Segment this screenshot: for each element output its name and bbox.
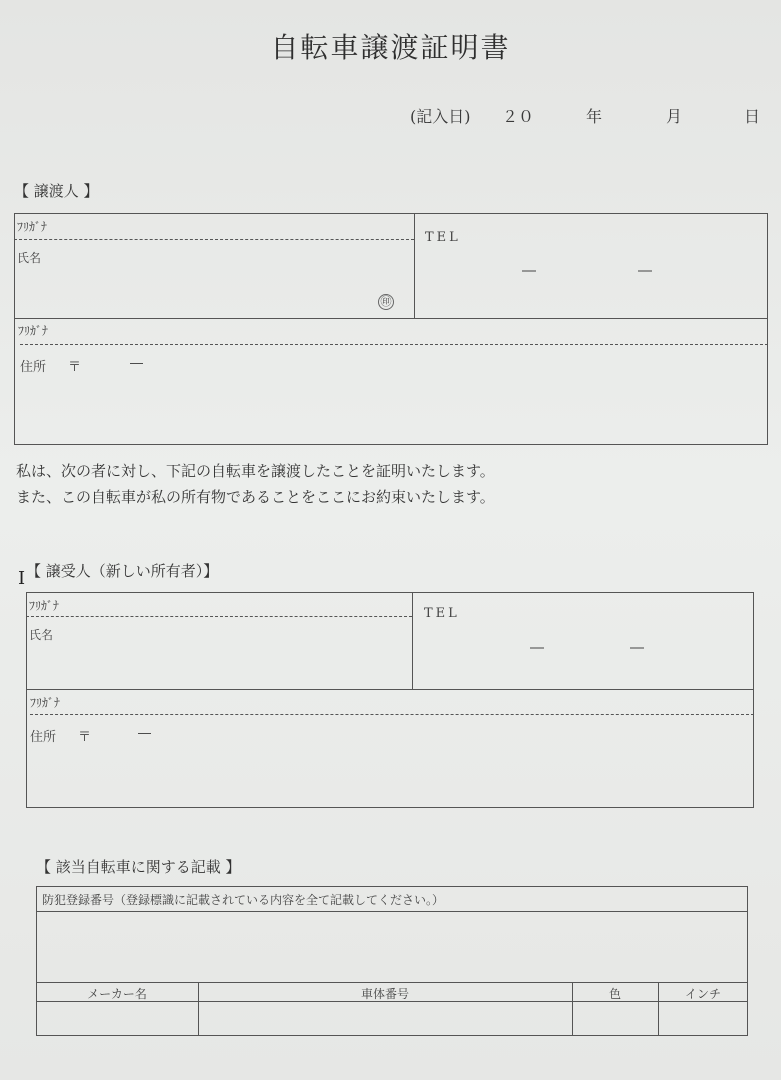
- transferee-tel-label: TEL: [424, 606, 460, 621]
- transferee-address-furigana-line: [30, 714, 754, 715]
- transferor-address-furigana-line: [20, 344, 768, 345]
- bicycle-registration-label: 防犯登録番号（登録標識に記載されている内容を全て記載してください。）: [42, 893, 445, 907]
- entry-date-year: 年: [586, 107, 603, 126]
- transferor-tel-sep-2: ―: [638, 263, 652, 279]
- seal-icon: ㊞: [378, 294, 394, 310]
- transferor-address-label: 住所: [20, 360, 47, 375]
- transferor-heading: 【 譲渡人 】: [14, 182, 99, 200]
- transferee-furigana-line: [26, 616, 412, 617]
- transferor-furigana-line: [14, 239, 414, 240]
- transferee-address-label: 住所: [30, 730, 57, 745]
- column-header-frame-number: 車体番号: [360, 987, 409, 1001]
- transferee-postal-sep: ―: [138, 726, 151, 741]
- transferor-tel-label: TEL: [425, 230, 461, 245]
- transferor-divider-v: [414, 213, 415, 318]
- entry-date-year-prefix: ２０: [502, 107, 535, 126]
- transferor-address-furigana-label: ﾌﾘｶﾞﾅ: [18, 324, 49, 338]
- bicycle-heading: 【 該当自転車に関する記載 】: [36, 858, 241, 876]
- transferor-name-bottom: [14, 318, 768, 319]
- transferor-name-label: 氏名: [17, 251, 42, 265]
- transferee-divider-v: [412, 592, 413, 689]
- transferor-furigana-label: ﾌﾘｶﾞﾅ: [17, 220, 48, 234]
- document-title: 自転車譲渡証明書: [270, 31, 511, 64]
- entry-date-day: 日: [744, 107, 761, 126]
- bicycle-columns-top-line: [36, 982, 748, 983]
- transferee-table: [26, 592, 754, 808]
- transferee-heading: 【 譲受人（新しい所有者）】: [26, 562, 219, 580]
- transferee-postal-mark: 〒: [78, 730, 92, 745]
- entry-date-month: 月: [666, 107, 683, 126]
- text-cursor-icon: I: [18, 568, 26, 589]
- statement-line-1: 私は、次の者に対し、下記の自転車を譲渡したことを証明いたします。: [16, 462, 495, 480]
- column-header-color: 色: [608, 987, 621, 1001]
- transferee-name-bottom: [26, 689, 754, 690]
- transferee-tel-sep-1: ―: [530, 640, 544, 656]
- transferor-postal-sep: ―: [130, 356, 143, 371]
- bicycle-table: [36, 886, 748, 1036]
- transferor-tel-sep-1: ―: [522, 263, 536, 279]
- bicycle-registration-header-line: [36, 911, 748, 912]
- column-header-maker: メーカー名: [87, 987, 147, 1001]
- transferee-address-furigana-label: ﾌﾘｶﾞﾅ: [30, 696, 61, 710]
- column-header-inch: インチ: [684, 987, 721, 1001]
- transferee-tel-sep-2: ―: [630, 640, 644, 656]
- transferor-postal-mark: 〒: [68, 360, 82, 375]
- transferee-name-label: 氏名: [29, 628, 54, 642]
- entry-date-label: (記入日): [410, 107, 471, 126]
- transferor-table: [14, 213, 768, 445]
- statement-line-2: また、この自転車が私の所有物であることをここにお約束いたします。: [16, 488, 495, 506]
- transferee-furigana-label: ﾌﾘｶﾞﾅ: [29, 599, 60, 613]
